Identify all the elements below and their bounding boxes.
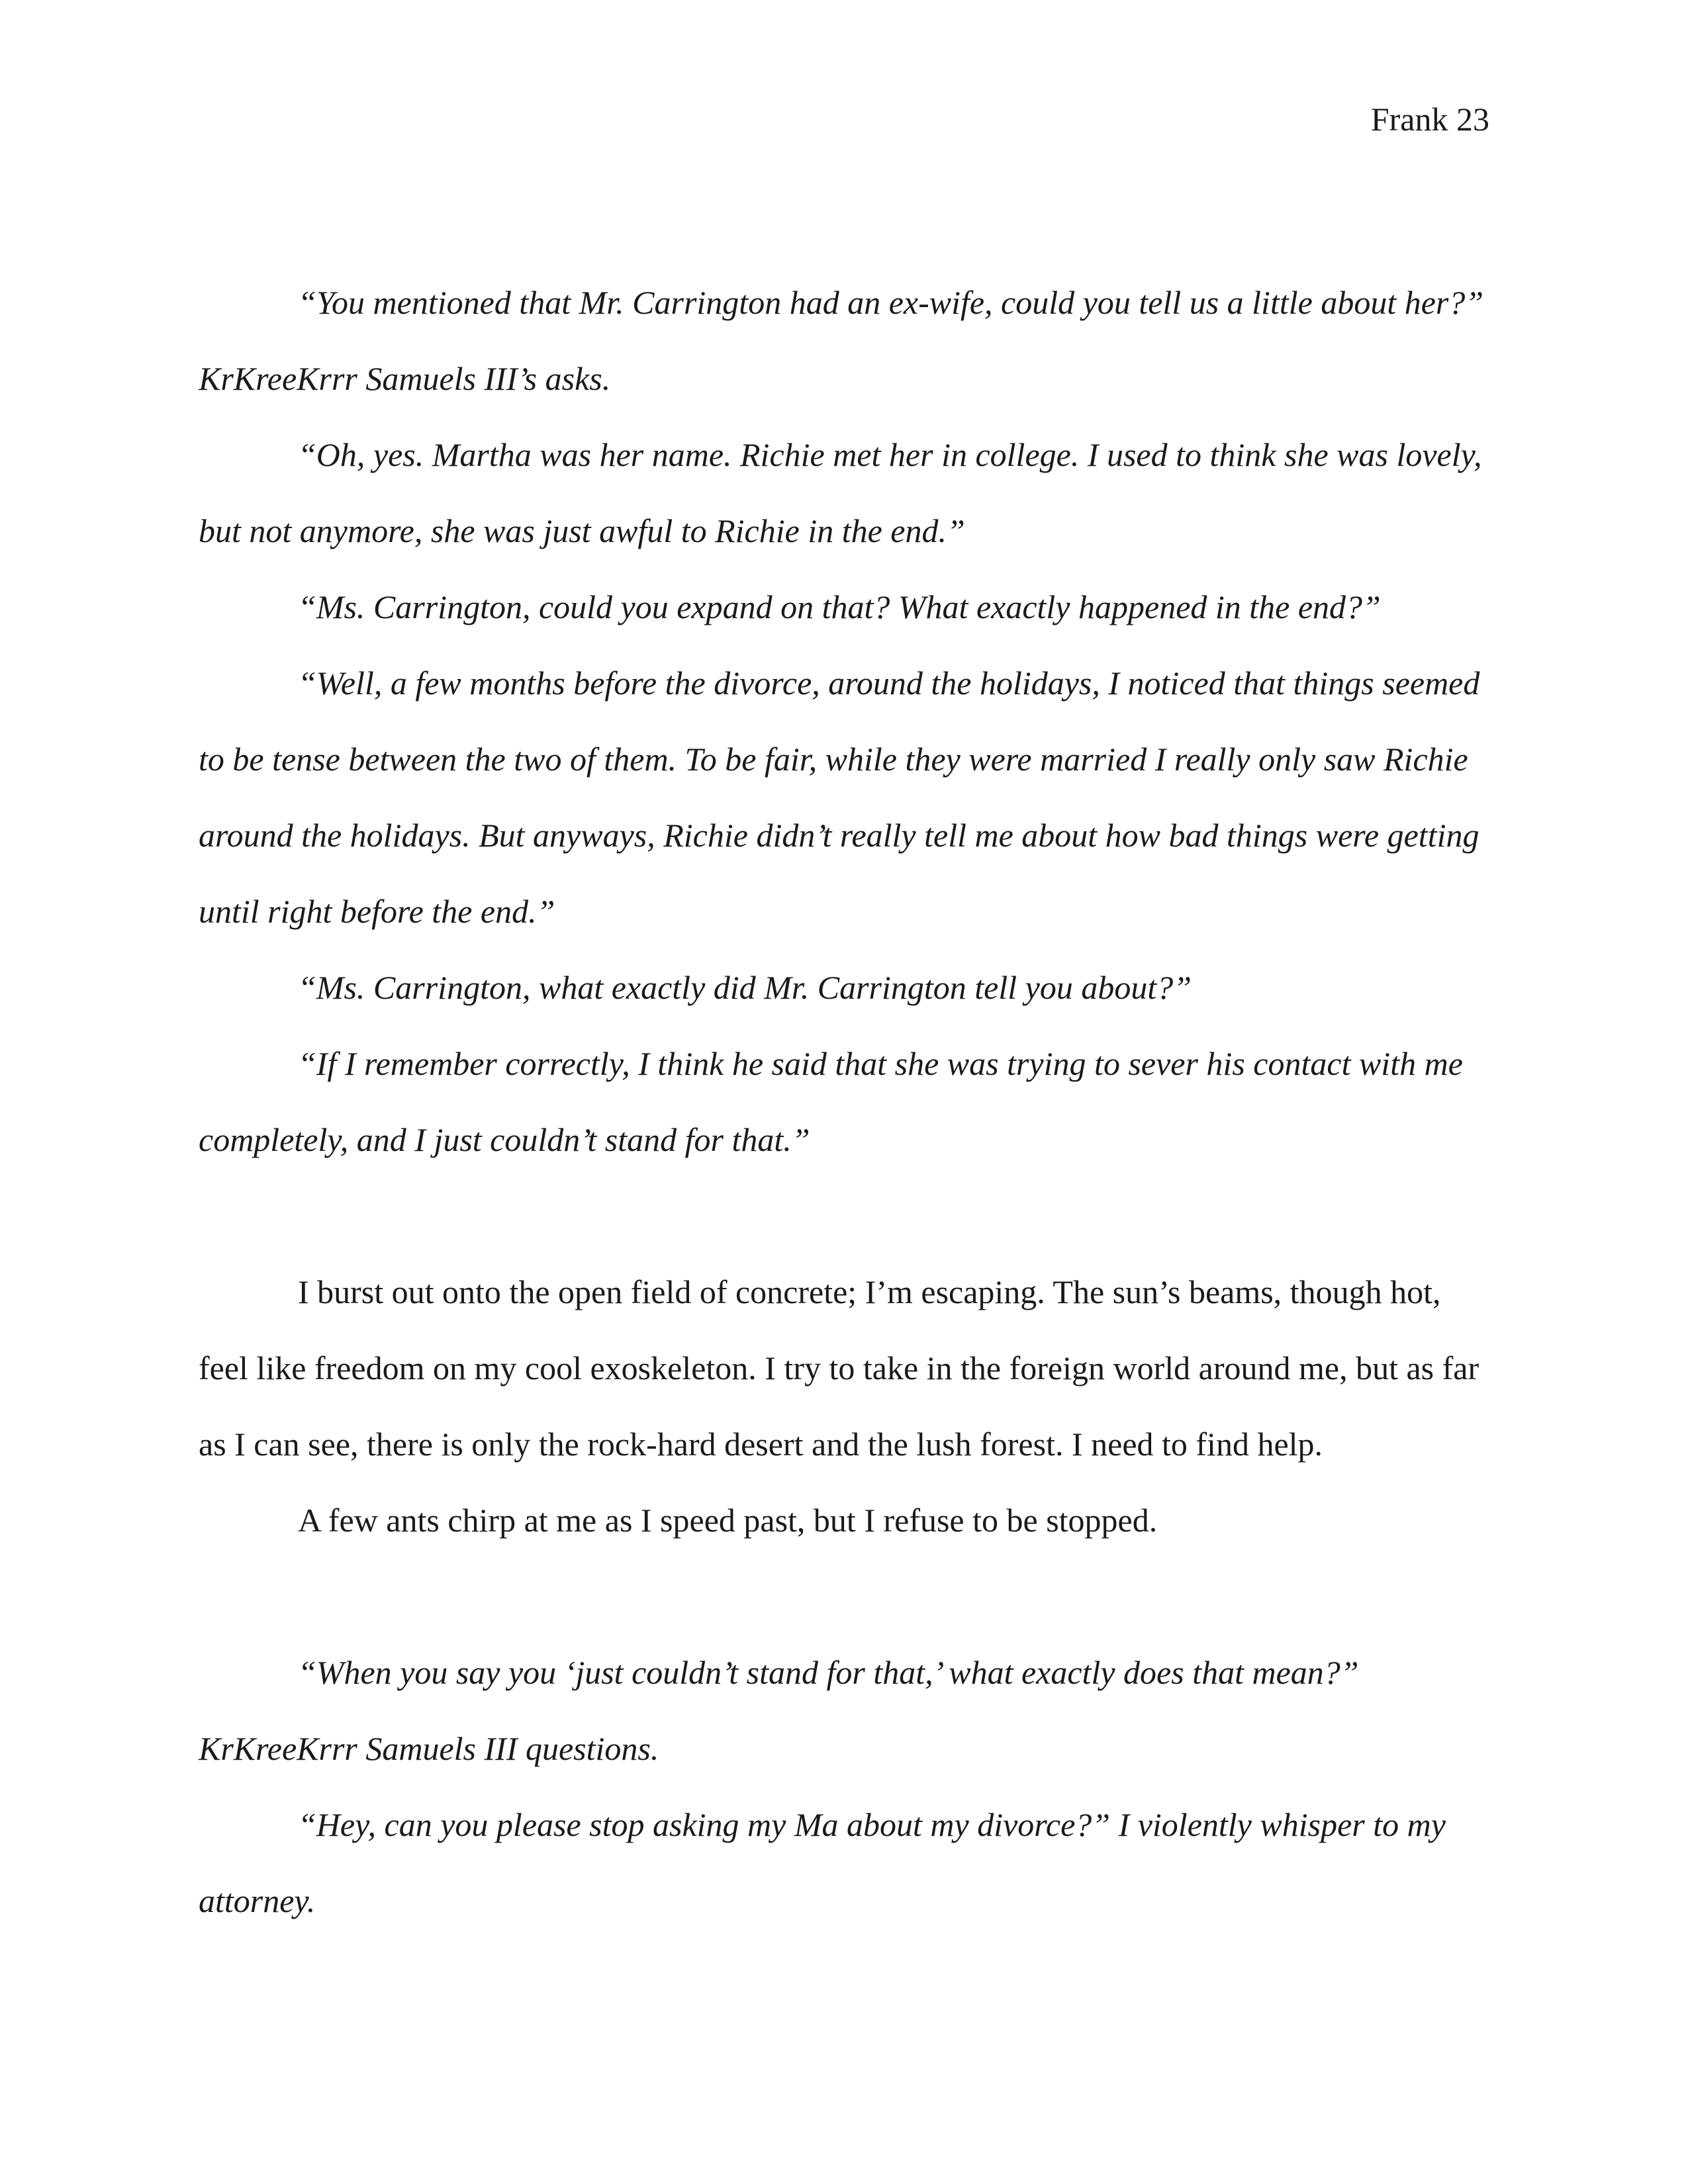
section-narrative: [199, 1254, 1489, 1559]
paragraph: “Ms. Carrington, what exactly did Mr. Carrington tell you about?”: [298, 969, 1192, 1006]
paragraph: I burst out onto the open field of concrete; I’m escaping. The sun’s beams, though hot, feel like freedom on my cool exoskeleton. I try to take in the foreign world around me, but as far as I can see, there is only the rock-hard desert and the lush forest. I need to find help.: [199, 1273, 1479, 1463]
paragraph: “Oh, yes. Martha was her name. Richie met her in college. I used to think she was lovely, but not anymore, she was just awful to Richie in the end.”: [199, 436, 1482, 549]
manuscript-body: [199, 265, 1489, 1939]
paragraph: A few ants chirp at me as I speed past, but I refuse to be stopped.: [298, 1502, 1158, 1539]
paragraph: “Hey, can you please stop asking my Ma about my divorce?” I violently whisper to my attorney.: [199, 1806, 1446, 1919]
paragraph: “When you say you ‘just couldn’t stand for that,’ what exactly does that mean?” KrKreeKrrr Samuels III questions.: [199, 1654, 1359, 1767]
section-break: [199, 1559, 1489, 1635]
section-testimony-1: [199, 265, 1489, 1178]
paragraph: “Well, a few months before the divorce, around the holidays, I noticed that things seemed to be tense between the two of them. To be fair, while they were married I really only saw Richie around the holidays. But anyways, Richie didn’t really tell me about how bad things were getting until right before the end.”: [199, 664, 1480, 930]
paragraph: “Ms. Carrington, could you expand on that? What exactly happened in the end?”: [298, 588, 1381, 625]
section-break: [199, 1178, 1489, 1254]
paragraph: “If I remember correctly, I think he said that she was trying to sever his contact with me completely, and I just couldn’t stand for that.”: [199, 1045, 1463, 1158]
paragraph: “You mentioned that Mr. Carrington had an ex-wife, could you tell us a little about her?” KrKreeKrrr Samuels III’s asks.: [199, 284, 1484, 397]
running-head: Frank 23: [1370, 101, 1489, 138]
section-testimony-2: [199, 1635, 1489, 1939]
